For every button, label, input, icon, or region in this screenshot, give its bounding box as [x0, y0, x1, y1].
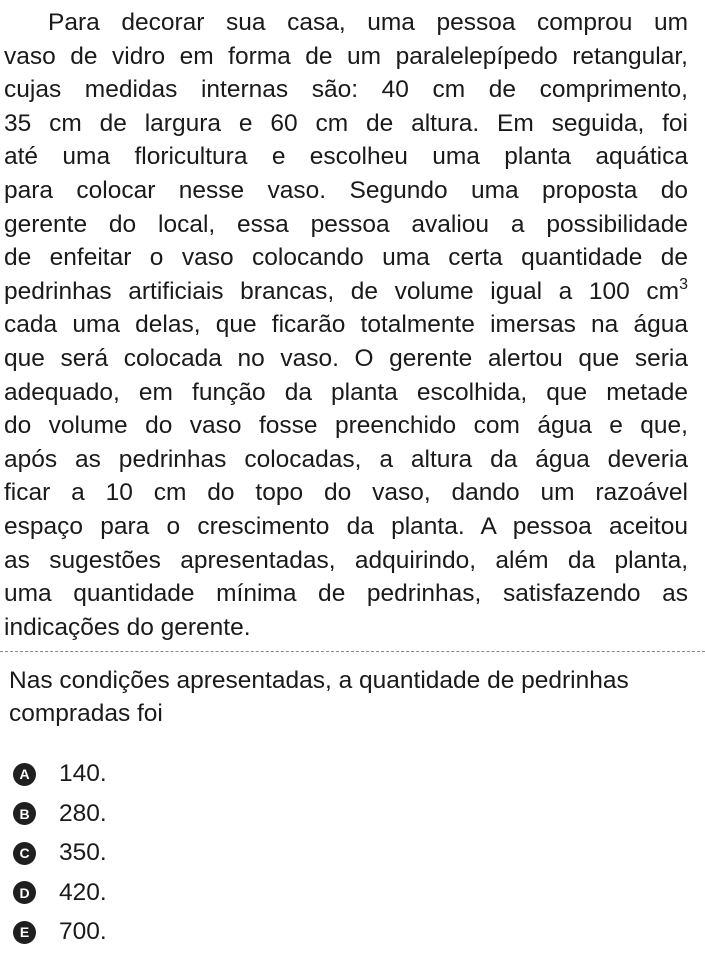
stem-line: espaço para o crescimento da planta. A pessoa aceitou — [4, 512, 688, 540]
option-text: 420. — [59, 878, 107, 906]
stem-line: cada uma delas, que ficarão totalmente imersas na água — [4, 311, 688, 339]
stem-line: até uma floricultura e escolheu uma planta aquática — [4, 143, 688, 171]
option-text: 350. — [59, 839, 107, 867]
answer-options — [13, 754, 313, 952]
stem-line-text: pedrinhas artificiais brancas, de volume igual a 100 cm — [4, 277, 680, 305]
option-letter-badge: A — [13, 763, 36, 786]
option-e[interactable] — [13, 912, 313, 952]
option-d[interactable] — [13, 873, 313, 913]
command-line: compradas foi — [9, 700, 163, 727]
stem-line: 35 cm de largura e 60 cm de altura. Em seguida, foi — [4, 109, 688, 137]
stem-line: as sugestões apresentadas, adquirindo, além da planta, — [4, 546, 688, 574]
dashed-divider — [0, 651, 705, 652]
option-text: 700. — [59, 918, 107, 946]
option-a[interactable] — [13, 754, 313, 794]
stem-line: após as pedrinhas colocadas, a altura da água deveria — [4, 445, 688, 473]
option-text: 140. — [59, 760, 107, 787]
stem-line: ficar a 10 cm do topo do vaso, dando um razoável — [4, 479, 688, 507]
stem-line: de enfeitar o vaso colocando uma certa quantidade de — [4, 244, 688, 272]
question-command — [9, 664, 699, 730]
stem-line: gerente do local, essa pessoa avaliou a possibilidade — [4, 210, 688, 238]
option-c[interactable] — [13, 833, 313, 873]
command-line: Nas condições apresentadas, a quantidade de pedrinhas — [9, 667, 629, 694]
option-letter-badge: E — [13, 921, 36, 944]
stem-line: uma quantidade mínima de pedrinhas, satisfazendo as — [4, 580, 688, 608]
stem-line: vaso de vidro em forma de um paralelepípedo retangular, — [4, 42, 688, 70]
stem-line: do volume do vaso fosse preenchido com água e que, — [4, 412, 688, 440]
stem-line-with-unit — [4, 275, 688, 309]
option-b[interactable] — [13, 794, 313, 834]
stem-line: cujas medidas internas são: 40 cm de comprimento, — [4, 76, 688, 104]
option-letter-badge: B — [13, 802, 36, 825]
stem-line: que será colocada no vaso. O gerente alertou que seria — [4, 344, 688, 372]
stem-line: indicações do gerente. — [4, 613, 251, 641]
stem-line: para colocar nesse vaso. Segundo uma proposta do — [4, 176, 688, 204]
option-text: 280. — [59, 799, 107, 827]
option-letter-badge: C — [13, 842, 36, 865]
option-letter-badge: D — [13, 881, 36, 904]
unit-exponent: 3 — [679, 275, 688, 293]
stem-line: Para decorar sua casa, uma pessoa comprou um — [48, 9, 688, 36]
question-stem — [4, 6, 688, 644]
stem-line: adequado, em função da planta escolhida, que metade — [4, 378, 688, 406]
